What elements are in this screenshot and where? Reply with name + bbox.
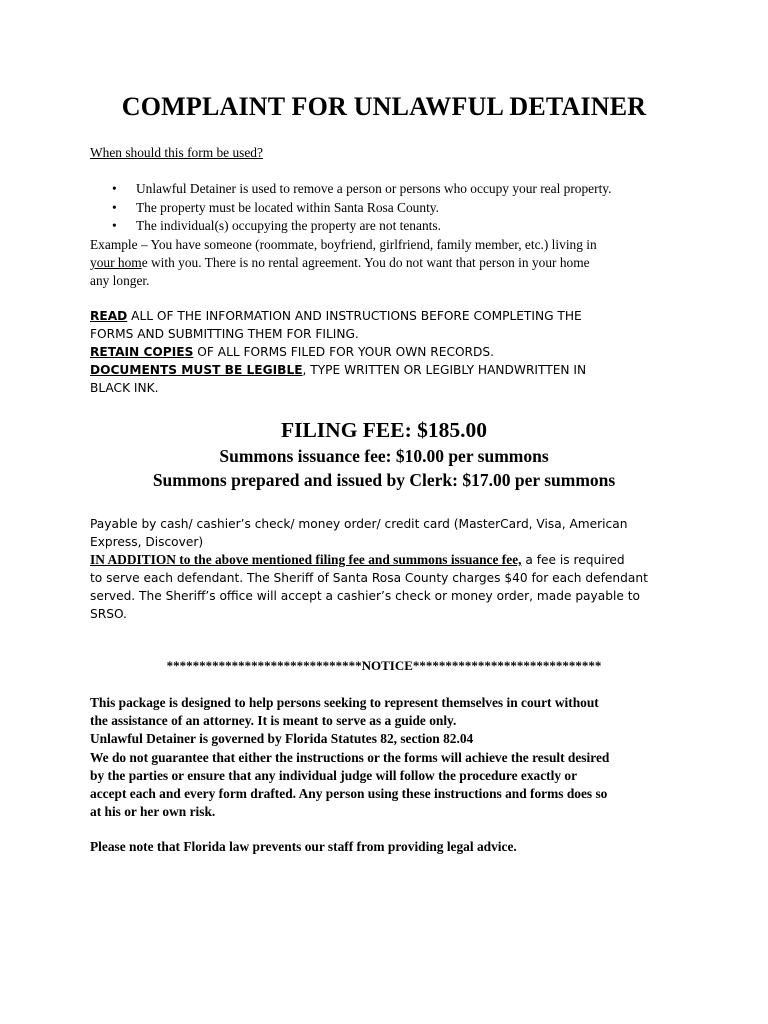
legal-advice-note: Please note that Florida law prevents our staff from providing legal advice. [90,839,517,854]
example-paragraph: Example – You have someone (roommate, boyfriend, girlfriend, family member, etc.) living in your home with you. There is no rental agreement. You do not want that person in your home any longer. [90,237,597,288]
summons-issuance-fee: Summons issuance fee: $10.00 per summons [219,446,549,466]
usage-bullet-list [90,180,736,236]
summons-prepared-fee: Summons prepared and issued by Clerk: $17.00 per summons [152,470,616,490]
notice-body: This package is designed to help persons seeking to represent themselves in court without the assistance of an attorney. It is meant to serve as a guide only. Unlawful Detainer is governed by Florida Statutes 82, section 82.04 We do not guarantee that either the instructions or the forms will achieve the result desired by the parties or ensure that any individual judge will follow the procedure exactly or accept each and every form drafted. Any person using these instructions and forms does so at his or her own risk. [90,695,610,820]
page-title: COMPLAINT FOR UNLAWFUL DETAINER [121,92,647,121]
notice-label: NOTICE [361,658,413,673]
filing-fee-heading: FILING FEE: $185.00 [280,418,488,442]
notice-divider: ******************************NOTICE***************************** [166,658,602,673]
list-item: • The property must be located within Santa Rosa County. [136,199,736,218]
bullet-icon: • [112,181,117,196]
read-label: READ [90,309,128,323]
instructions-block: READ ALL OF THE INFORMATION AND INSTRUCTIONS BEFORE COMPLETING THE FORMS AND SUBMITTING THEM FOR FILING. RETAIN COPIES OF ALL FORMS FILED FOR YOUR OWN RECORDS. DOCUMENTS MUST BE LEGIBLE, TYPE WRITTEN OR LEGIBLY HANDWRITTEN IN BLACK INK. [90,309,587,395]
list-item: • The individual(s) occupying the property are not tenants. [136,217,736,236]
in-addition-label: IN ADDITION to the above mentioned filing fee and summons issuance fee, [90,552,522,567]
payment-paragraph: Payable by cash/ cashier’s check/ money order/ credit card (MasterCard, Visa, American Express, Discover) IN ADDITION to the above mentioned filing fee and summons issuance fee, a fee is required to serve each defendant. The Sheriff of Santa Rosa County charges $40 for each defendant served. The Sheriff’s office will accept a cashier’s check or money order, made payable to SRSO. [90,517,648,621]
documents-legible-label: DOCUMENTS MUST BE LEGIBLE [90,363,303,377]
when-heading: When should this form be used? [90,145,263,160]
list-item: • Unlawful Detainer is used to remove a person or persons who occupy your real property. [136,180,736,199]
bullet-icon: • [112,218,117,233]
retain-copies-label: RETAIN COPIES [90,345,194,359]
your-home-underlined: your hom [90,255,142,270]
bullet-icon: • [112,199,117,215]
